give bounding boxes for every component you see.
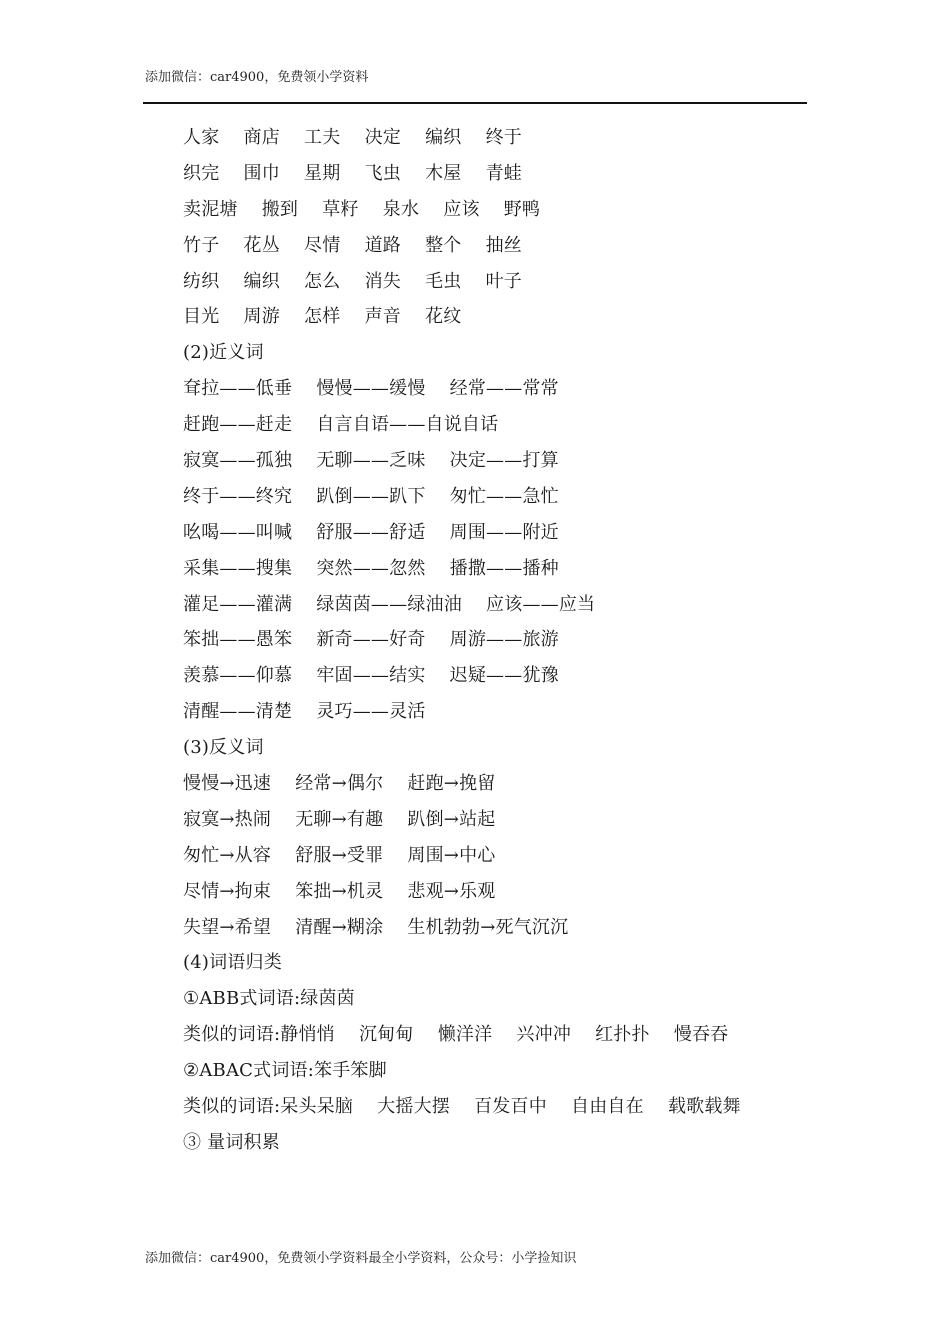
synonym-line: 笨拙——愚笨 新奇——好奇 周游——旅游 — [183, 629, 559, 651]
section-heading-antonyms: (3)反义词 — [183, 737, 264, 759]
antonym-line: 寂寞→热闹 无聊→有趣 趴倒→站起 — [183, 808, 496, 830]
word-list-line: 竹子 花丛 尽情 道路 整个 抽丝 — [183, 234, 523, 256]
synonym-line: 终于——终究 趴倒——趴下 匆忙——急忙 — [183, 485, 559, 507]
synonym-line: 吆喝——叫喊 舒服——舒适 周围——附近 — [183, 521, 559, 543]
category-line: ③ 量词积累 — [183, 1131, 280, 1153]
antonym-line: 慢慢→迅速 经常→偶尔 赶跑→挽留 — [183, 773, 496, 795]
word-list-line: 目光 周游 怎样 声音 花纹 — [183, 306, 462, 328]
synonym-line: 寂寞——孤独 无聊——乏味 决定——打算 — [183, 450, 559, 472]
page-header: 添加微信：car4900，免费领小学资料 — [145, 70, 369, 85]
antonym-line: 失望→希望 清醒→糊涂 生机勃勃→死气沉沉 — [183, 916, 569, 938]
header-divider — [143, 102, 807, 104]
synonym-line: 清醒——清楚 灵巧——灵活 — [183, 701, 426, 723]
page-footer: 添加微信：car4900，免费领小学资料最全小学资料，公众号：小学捡知识 — [145, 1251, 577, 1266]
section-heading-word-categories: (4)词语归类 — [183, 952, 282, 974]
word-list-line: 人家 商店 工夫 决定 编织 终于 — [183, 127, 523, 148]
word-list-line: 织完 围巾 星期 飞虫 木屋 青蛙 — [183, 162, 523, 184]
word-list-line: 纺织 编织 怎么 消失 毛虫 叶子 — [183, 270, 523, 292]
antonym-line: 尽情→拘束 笨拙→机灵 悲观→乐观 — [183, 880, 496, 902]
category-line: ①ABB式词语:绿茵茵 — [183, 988, 355, 1010]
synonym-line: 耷拉——低垂 慢慢——缓慢 经常——常常 — [183, 378, 559, 400]
category-line: ②ABAC式词语:笨手笨脚 — [183, 1060, 387, 1082]
synonym-line: 灌足——灌满 绿茵茵——绿油油 应该——应当 — [183, 593, 596, 615]
antonym-line: 匆忙→从容 舒服→受罪 周围→中心 — [183, 844, 496, 866]
word-list-line: 卖泥塘 搬到 草籽 泉水 应该 野鸭 — [183, 198, 541, 220]
synonym-line: 羡慕——仰慕 牢固——结实 迟疑——犹豫 — [183, 665, 559, 687]
section-heading-synonyms: (2)近义词 — [183, 342, 264, 364]
synonym-line: 采集——搜集 突然——忽然 播撒——播种 — [183, 557, 559, 579]
category-line: 类似的词语:呆头呆脑 大摇大摆 百发百中 自由自在 载歌载舞 — [183, 1096, 741, 1118]
synonym-line: 赶跑——赶走 自言自语——自说自话 — [183, 414, 499, 436]
document-body — [183, 120, 823, 1161]
category-line: 类似的词语:静悄悄 沉甸甸 懒洋洋 兴冲冲 红扑扑 慢吞吞 — [183, 1024, 729, 1046]
